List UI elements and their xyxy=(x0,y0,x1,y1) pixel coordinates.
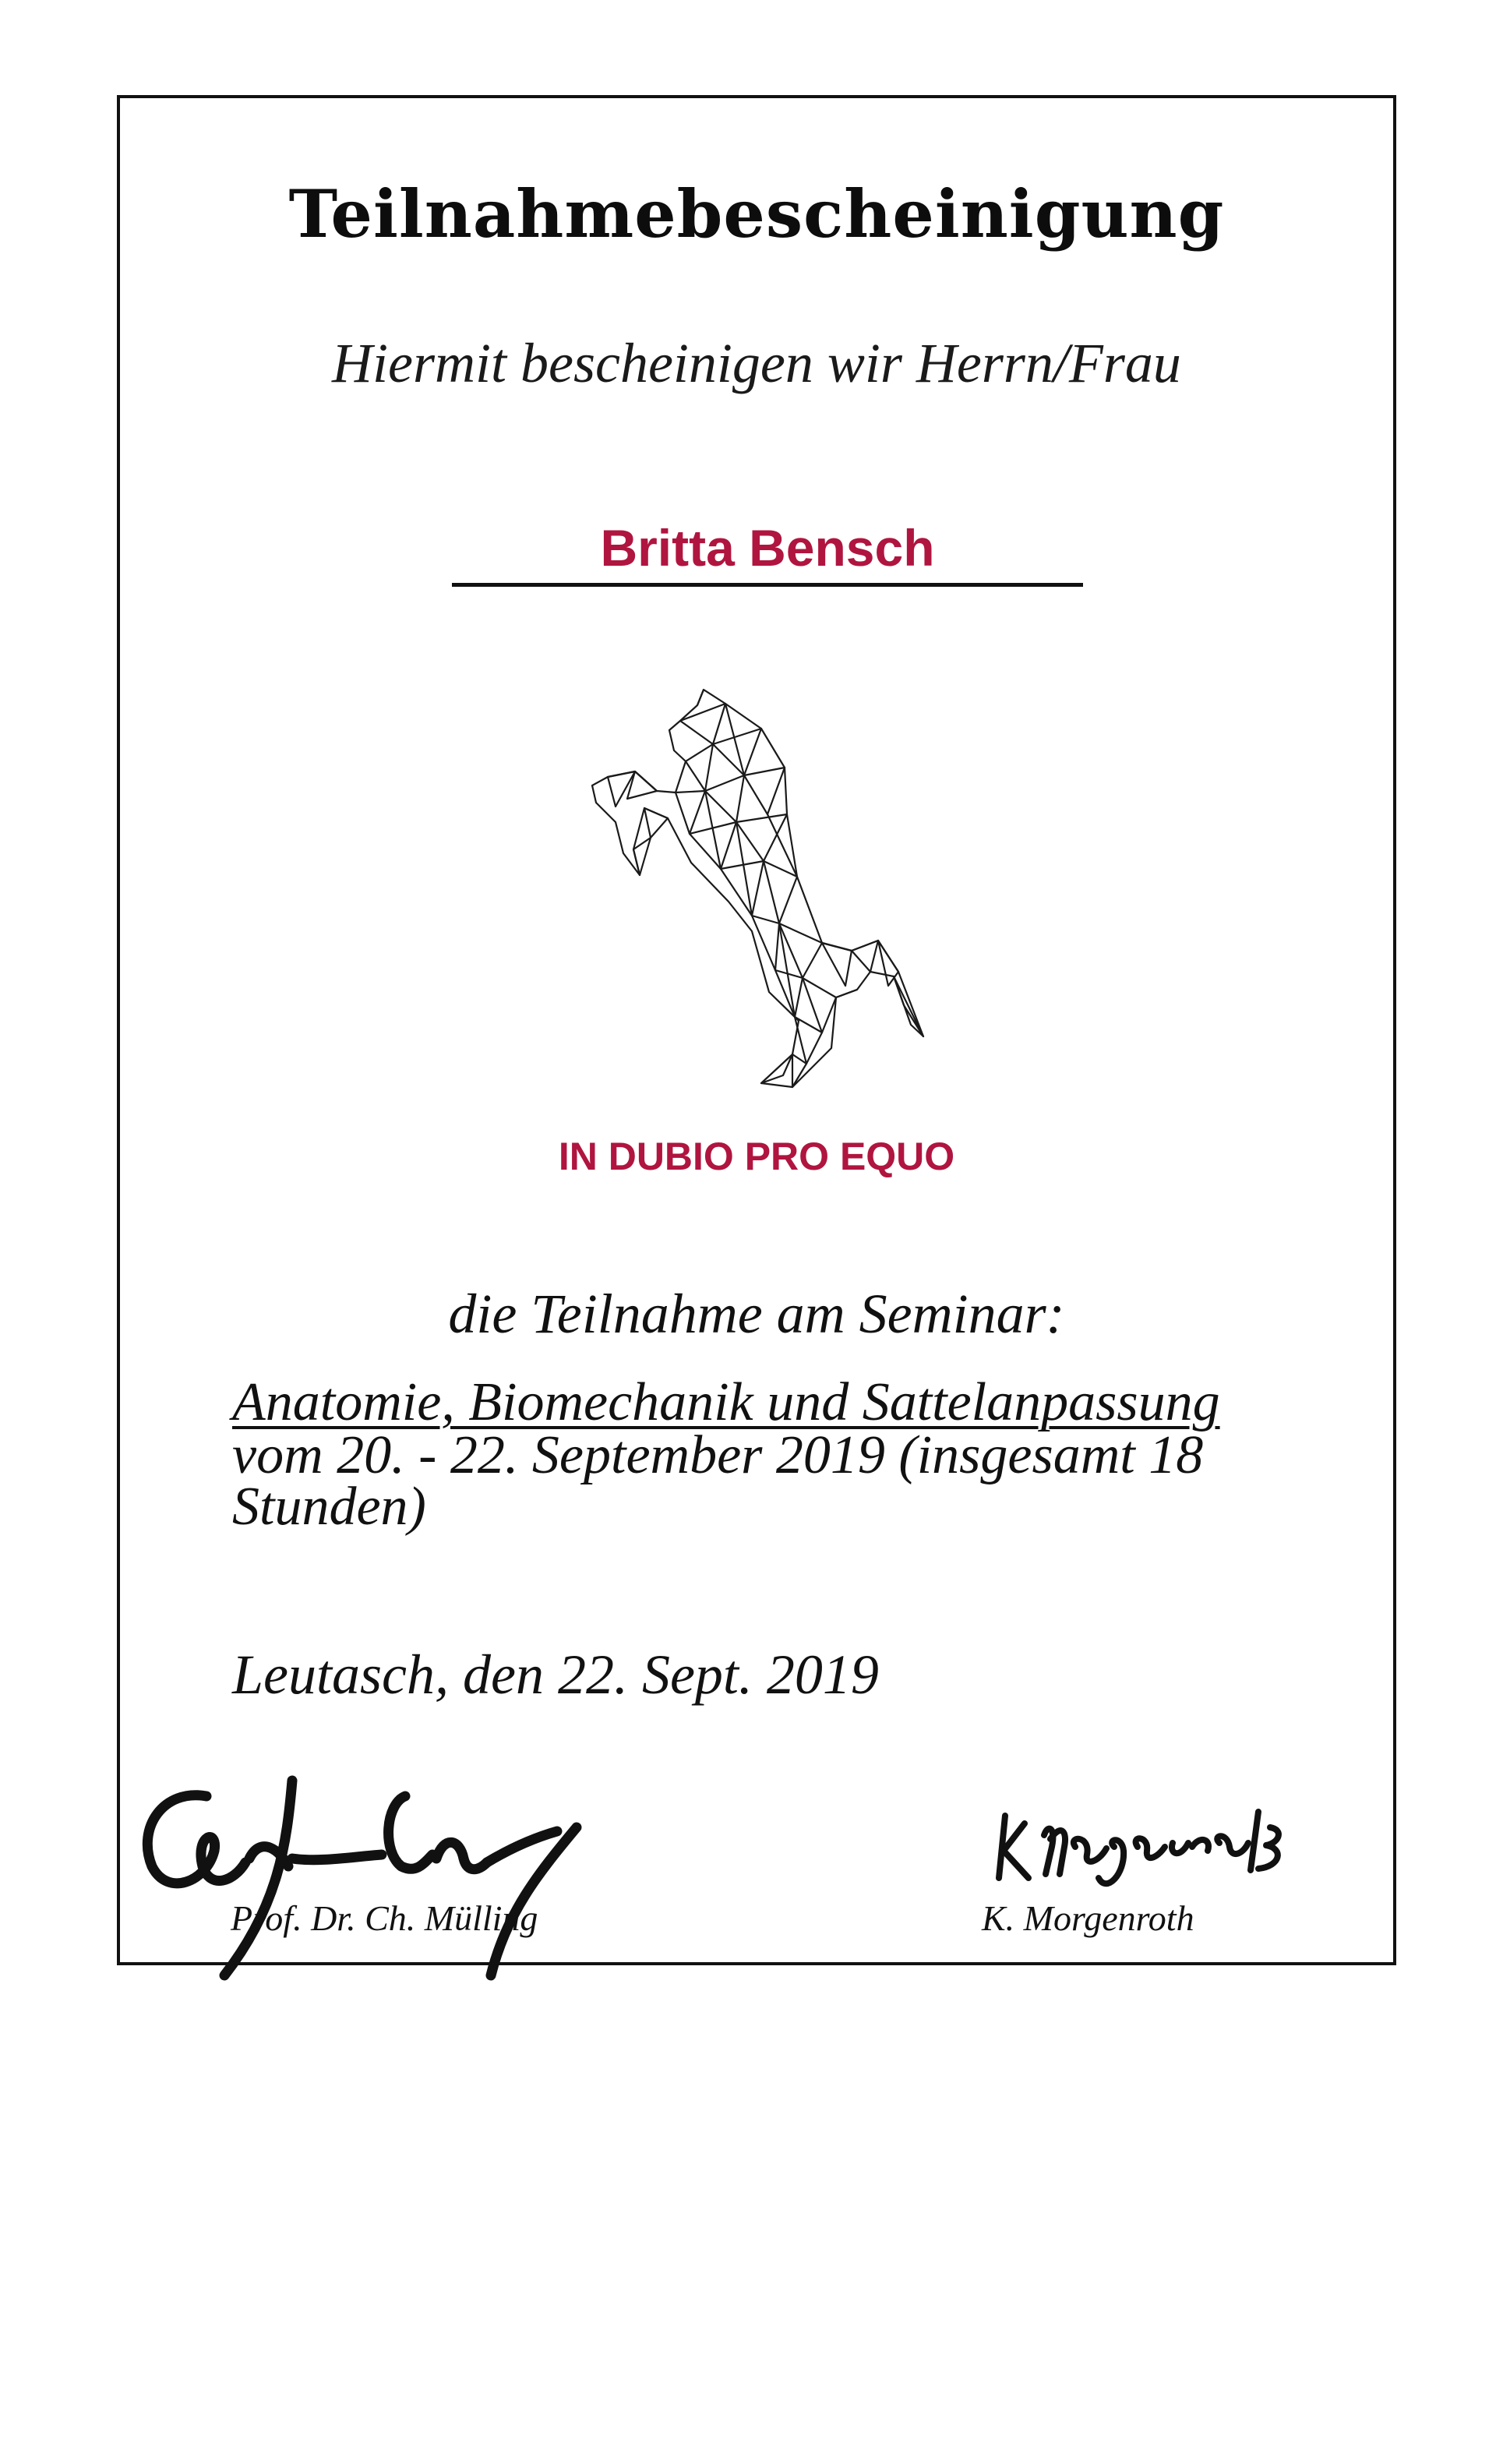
seminar-intro: die Teilnahme am Seminar: xyxy=(448,1283,1065,1345)
signature-right-icon xyxy=(990,1800,1301,1901)
rearing-horse-wireframe-icon xyxy=(588,682,931,1118)
certificate-intro: Hiermit bescheinigen wir Herrn/Frau xyxy=(332,332,1181,394)
blank-page-area xyxy=(0,2049,1496,2464)
recipient-underline xyxy=(452,583,1083,587)
course-title: Anatomie, Biomechanik und Sattelanpassung xyxy=(232,1372,1220,1432)
signer-right-name: K. Morgenroth xyxy=(982,1898,1194,1938)
logo-tagline: IN DUBIO PRO EQUO xyxy=(558,1135,955,1178)
place-and-date: Leutasch, den 22. Sept. 2019 xyxy=(232,1643,879,1706)
signature-left-icon xyxy=(132,1765,631,1991)
signer-left-name: Prof. Dr. Ch. Mülling xyxy=(231,1898,538,1938)
recipient-name: Britta Bensch xyxy=(600,519,935,577)
certificate-title: Teilnahmebescheinigung xyxy=(288,175,1225,252)
course-dates: vom 20. - 22. September 2019 (insgesamt 18 Stunden) xyxy=(232,1425,1204,1537)
